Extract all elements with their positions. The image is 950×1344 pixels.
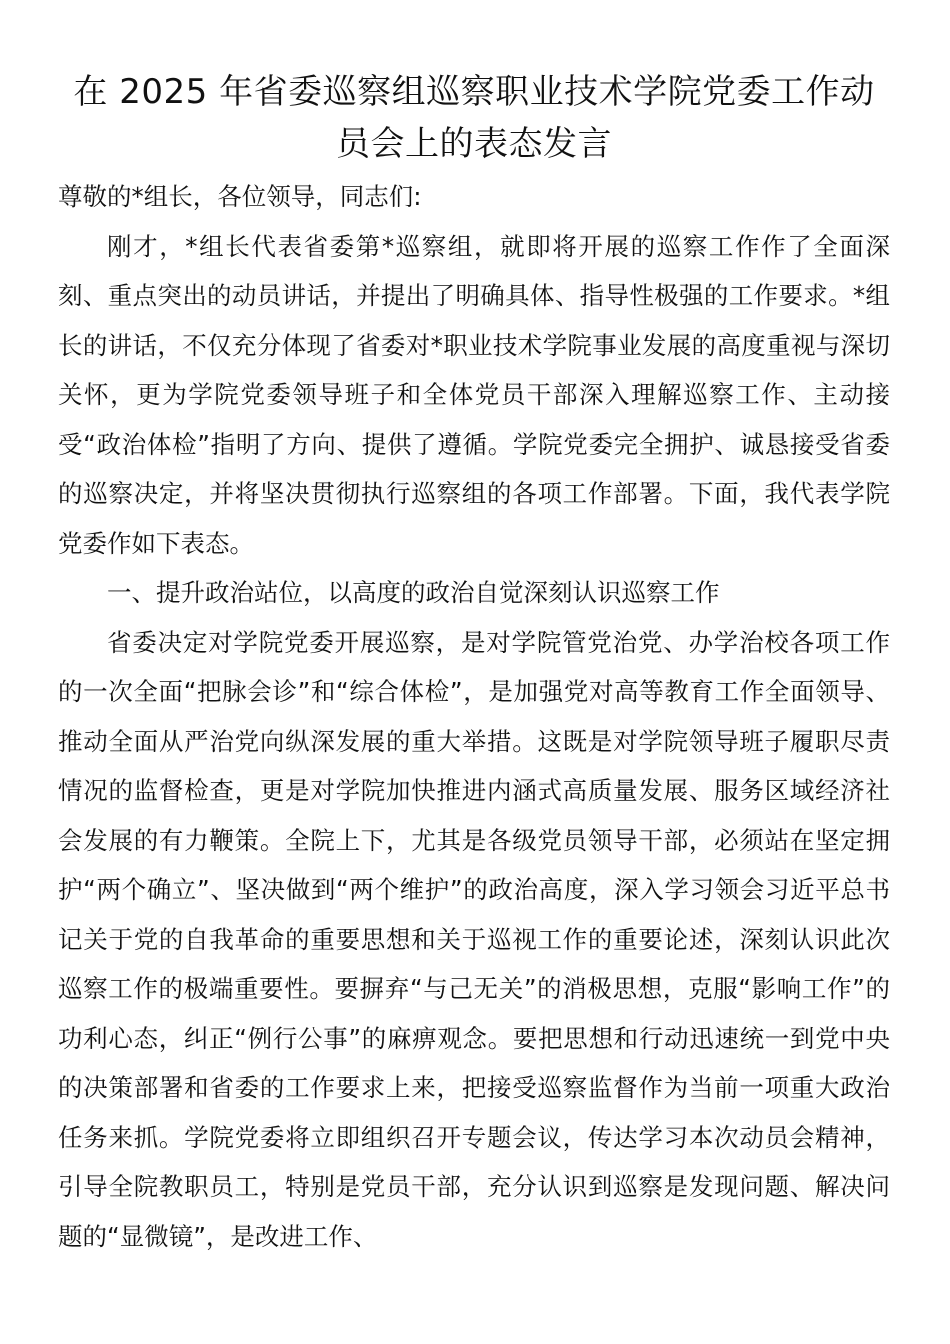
salutation: 尊敬的*组长，各位领导，同志们: — [58, 182, 422, 211]
document-body — [58, 172, 890, 1261]
section-heading-1: 一、提升政治站位，以高度的政治自觉深刻认识巡察工作 — [107, 578, 720, 607]
document-page — [58, 66, 890, 1261]
paragraph-section-1: 省委决定对学院党委开展巡察，是对学院管党治党、办学治校各项工作的一次全面“把脉会诊”和“综合体检”，是加强党对高等教育工作全面领导、推动全面从严治党向纵深发展的重大举措。这既是对学院领导班子履职尽责情况的监督检查，更是对学院加快推进内涵式高质量发展、服务区域经济社会发展的有力鞭策。全院上下，尤其是各级党员领导干部，必须站在坚定拥护“两个确立”、坚决做到“两个维护”的政治高度，深入学习领会习近平总书记关于党的自我革命的重要思想和关于巡视工作的重要论述，深刻认识此次巡察工作的极端重要性。要摒弃“与己无关”的消极思想，克服“影响工作”的功利心态，纠正“例行公事”的麻痹观念。要把思想和行动迅速统一到党中央的决策部署和省委的工作要求上来，把接受巡察监督作为当前一项重大政治任务来抓。学院党委将立即组织召开专题会议，传达学习本次动员会精神，引导全院教职员工，特别是党员干部，充分认识到巡察是发现问题、解决问题的“显微镜”，是改进工作、 — [58, 627, 890, 1251]
document-title: 在 2025 年省委巡察组巡察职业技术学院党委工作动员会上的表态发言 — [73, 72, 875, 164]
paragraph-opening: 刚才，*组长代表省委第*巡察组，就即将开展的巡察工作作了全面深刻、重点突出的动员讲话，并提出了明确具体、指导性极强的工作要求。*组长的讲话，不仅充分体现了省委对*职业技术学院事业发展的高度重视与深切关怀，更为学院党委领导班子和全体党员干部深入理解巡察工作、主动接受“政治体检”指明了方向、提供了遵循。学院党委完全拥护、诚恳接受省委的巡察决定，并将坚决贯彻执行巡察组的各项工作部署。下面，我代表学院党委作如下表态。 — [58, 231, 890, 558]
